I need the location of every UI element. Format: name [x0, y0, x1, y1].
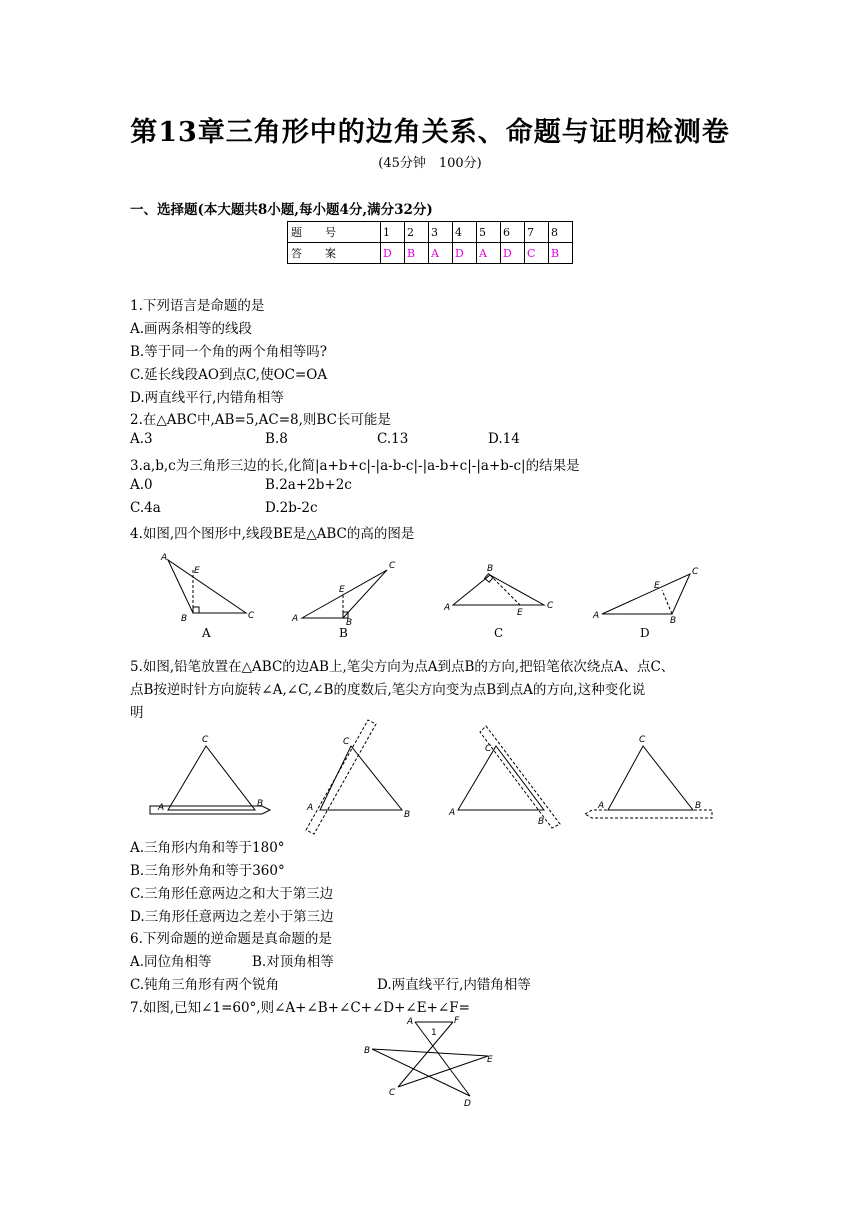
table-cell: 2 [405, 222, 429, 243]
q6-option-d: D.两直线平行,内错角相等 [377, 977, 531, 993]
q1-option-d: D.两直线平行,内错角相等 [130, 390, 284, 406]
q5-stem-line2: 点B按逆时针方向旋转∠A,∠C,∠B的度数后,笔尖方向变为点B到点A的方向,这种变化说 [130, 682, 646, 698]
answer-table-row-answers [288, 243, 573, 264]
q1-option-b: B.等于同一个角的两个角相等吗? [130, 344, 327, 360]
answer-cell: C [525, 243, 549, 264]
page-subtitle: (45分钟 100分) [378, 156, 482, 171]
label-e: E [194, 566, 200, 576]
answer-table-row-numbers [288, 222, 573, 243]
label-e: E [654, 581, 660, 591]
label-a: A [158, 803, 165, 813]
q3-option-b: B.2a+2b+2c [265, 477, 352, 493]
label-c: C [389, 561, 396, 571]
q5-figures [140, 718, 720, 836]
label-e: E [517, 608, 523, 618]
page-title: 第13章三角形中的边角关系、命题与证明检测卷 [130, 117, 730, 148]
q3-option-c: C.4a [130, 500, 161, 516]
q2-option-b: B.8 [265, 431, 288, 447]
label-b: B [404, 810, 411, 820]
q1-stem: 1.下列语言是命题的是 [130, 298, 265, 314]
label-b: B [670, 616, 677, 626]
table-cell: 6 [501, 222, 525, 243]
answer-cell: A [477, 243, 501, 264]
label-c: C [248, 611, 255, 621]
label-e: E [487, 1055, 493, 1065]
q6-stem: 6.下列命题的逆命题是真命题的是 [130, 931, 332, 947]
q3-option-d: D.2b-2c [265, 500, 318, 516]
q7-stem: 7.如图,已知∠1=60°,则∠A+∠B+∠C+∠D+∠E+∠F= [130, 1000, 470, 1016]
q5-option-b: B.三角形外角和等于360° [130, 863, 285, 879]
answer-cell: A [429, 243, 453, 264]
table-cell: 4 [453, 222, 477, 243]
table-cell: 1 [381, 222, 405, 243]
label-b: B [364, 1046, 371, 1056]
label-b: B [487, 564, 494, 574]
table-cell: 5 [477, 222, 501, 243]
q5-option-a: A.三角形内角和等于180° [130, 840, 285, 856]
q1-option-c: C.延长线段AO到点C,使OC=OA [130, 367, 328, 383]
table-cell: 3 [429, 222, 453, 243]
q2-stem: 2.在△ABC中,AB=5,AC=8,则BC长可能是 [130, 412, 391, 428]
label-b: B [346, 618, 353, 628]
q3-option-a: A.0 [130, 477, 153, 493]
q5-option-c: C.三角形任意两边之和大于第三边 [130, 886, 334, 902]
table-header-answer: 答 案 [288, 243, 381, 264]
q4-fig-label-c: C [494, 626, 504, 640]
label-e: E [339, 585, 345, 595]
answer-cell: D [453, 243, 477, 264]
table-cell: 7 [525, 222, 549, 243]
label-b: B [538, 817, 545, 827]
label-b: B [257, 799, 264, 809]
label-c: C [692, 567, 699, 577]
q3-stem: 3.a,b,c为三角形三边的长,化简|a+b+c|-|a-b-c|-|a-b+c|-|a+b-c|的结果是 [130, 458, 580, 474]
label-c: C [202, 735, 209, 745]
label-b: B [181, 614, 188, 624]
q5-stem-line1: 5.如图,铅笔放置在△ABC的边AB上,笔尖方向为点A到点B的方向,把铅笔依次绕点A、点C、 [130, 659, 675, 675]
q4-fig-label-d: D [640, 626, 650, 640]
table-cell: 8 [549, 222, 573, 243]
q6-option-c: C.钝角三角形有两个锐角 [130, 977, 280, 993]
q5-stem-line3: 明 [130, 705, 144, 721]
angle-1-label: 1 [431, 1028, 437, 1038]
section-heading: 一、选择题(本大题共8小题,每小题4分,满分32分) [130, 202, 433, 218]
label-a: A [161, 553, 168, 563]
q4-figures [150, 548, 770, 648]
label-a: A [292, 614, 299, 624]
label-c: C [485, 744, 492, 754]
q1-option-a: A.画两条相等的线段 [130, 321, 253, 337]
answer-cell: D [381, 243, 405, 264]
q4-fig-label-a: A [202, 626, 211, 640]
answer-cell: B [549, 243, 573, 264]
q5-option-d: D.三角形任意两边之差小于第三边 [130, 909, 334, 925]
q4-fig-label-b: B [339, 626, 348, 640]
answer-cell: B [405, 243, 429, 264]
label-a: A [449, 808, 456, 818]
label-a: A [307, 803, 314, 813]
q2-option-a: A.3 [130, 431, 153, 447]
label-a: A [593, 611, 600, 621]
q6-option-b: B.对顶角相等 [252, 954, 334, 970]
answer-cell: D [501, 243, 525, 264]
label-f: F [454, 1016, 460, 1026]
q6-option-a: A.同位角相等 [130, 954, 212, 970]
label-a: A [407, 1017, 414, 1027]
answer-table [287, 221, 573, 264]
label-c: C [343, 737, 350, 747]
q4-stem: 4.如图,四个图形中,线段BE是△ABC的高的图是 [130, 526, 415, 542]
table-header-number: 题 号 [288, 222, 381, 243]
label-d: D [464, 1099, 471, 1109]
q2-option-d: D.14 [488, 431, 520, 447]
label-c: C [639, 735, 646, 745]
label-b: B [695, 801, 702, 811]
q7-figure [360, 1012, 500, 1108]
q2-option-c: C.13 [377, 431, 409, 447]
label-a: A [444, 603, 451, 613]
label-a: A [598, 801, 605, 811]
label-c: C [389, 1088, 396, 1098]
label-c: C [547, 601, 554, 611]
